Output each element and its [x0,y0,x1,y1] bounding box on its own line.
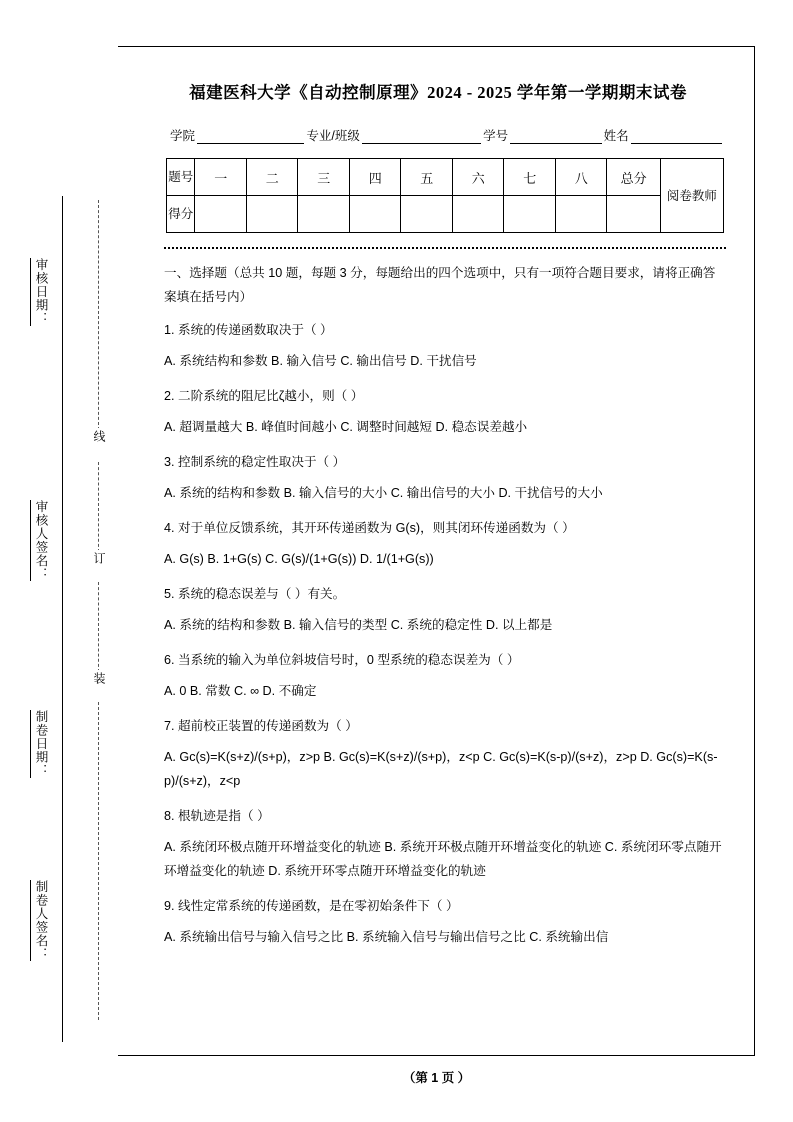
question-stem-9: 9. 线性定常系统的传递函数，是在零初始条件下（ ） [164,899,459,913]
student-name-field[interactable] [631,129,722,144]
question-stem-8: 8. 根轨迹是指（ ） [164,809,270,823]
major-class-label: 专业/班级 [306,129,360,143]
student-info-line [134,126,742,144]
question-stem-2: 2. 二阶系统的阻尼比ζ越小，则（ ） [164,389,364,403]
question-col-8: 八 [555,159,607,196]
question-options-9[interactable]: A. 系统输出信号与输入信号之比 B. 系统输入信号与输出信号之比 C. 系统输出信 [164,930,609,944]
score-table [166,158,724,233]
question-options-5[interactable]: A. 系统的结构和参数 B. 输入信号的类型 C. 系统的稳定性 D. 以上都是 [164,618,553,632]
row-header-question-number: 题号 [167,159,195,196]
score-cell-1[interactable] [195,196,247,233]
seam-label-pack: 装 [92,672,106,684]
question-stem-4: 4. 对于单位反馈系统，其开环传递函数为 G(s)，则其闭环传递函数为（ ） [164,521,575,535]
seam-dash-1 [98,200,99,430]
student-id-label: 学号 [483,129,509,143]
college-label: 学院 [170,129,196,143]
seam-dash-3 [98,582,99,672]
question-col-1: 一 [195,159,247,196]
question-col-2: 二 [246,159,298,196]
question-stem-7: 7. 超前校正装置的传递函数为（ ） [164,719,358,733]
binding-seam [88,200,110,1020]
question-col-7: 七 [504,159,556,196]
score-cell-4[interactable] [349,196,401,233]
score-cell-6[interactable] [452,196,504,233]
section-divider [164,247,726,249]
question-options-7[interactable]: A. Gc(s)=K(s+z)/(s+p)，z>p B. Gc(s)=K(s+z)/(s+p)，z<p C. Gc(s)=K(s-p)/(s+z)，z>p D. Gc(s)=K(s-p)/(s+z)，z<p [164,750,718,788]
section-heading: 一、选择题（总共 10 题，每题 3 分，每题给出的四个选项中，只有一项符合题目要求，请将正确答案填在括号内） [164,266,716,304]
page-title: 福建医科大学《自动控制原理》2024 - 2025 学年第一学期期末试卷 [189,83,687,102]
table-row-question-numbers [167,159,724,196]
marking-teacher-cell[interactable]: 阅卷教师 [660,159,723,233]
seam-label-bind: 订 [92,552,106,564]
question-stem-3: 3. 控制系统的稳定性取决于（ ） [164,455,346,469]
question-options-6[interactable]: A. 0 B. 常数 C. ∞ D. 不确定 [164,684,317,698]
exam-content [134,60,742,960]
question-body [164,261,724,949]
score-cell-5[interactable] [401,196,453,233]
seam-label-line: 线 [92,430,106,442]
score-cell-total[interactable] [607,196,660,233]
seam-dash-2 [98,462,99,552]
total-score-label: 总分 [607,159,660,196]
marking-date-label: 制卷日期： [30,710,50,778]
seam-dash-4 [98,702,99,1020]
question-col-5: 五 [401,159,453,196]
margin-outer-rule [62,196,63,1042]
score-cell-8[interactable] [555,196,607,233]
student-name-label: 姓名 [603,129,629,143]
marking-signature-label: 制卷人签名： [30,880,50,961]
major-class-field[interactable] [362,129,481,144]
page-footer: （第 1 页 ） [402,1071,471,1085]
score-cell-2[interactable] [246,196,298,233]
question-col-3: 三 [298,159,350,196]
question-options-1[interactable]: A. 系统结构和参数 B. 输入信号 C. 输出信号 D. 干扰信号 [164,354,477,368]
score-table-wrap [166,158,724,233]
question-stem-5: 5. 系统的稳态误差与（ ）有关。 [164,587,346,601]
question-options-2[interactable]: A. 超调量越大 B. 峰值时间越小 C. 调整时间越短 D. 稳态误差越小 [164,420,528,434]
score-cell-7[interactable] [504,196,556,233]
table-row-scores [167,196,724,233]
score-cell-3[interactable] [298,196,350,233]
audit-signature-label: 审核人签名： [30,500,50,581]
question-options-3[interactable]: A. 系统的结构和参数 B. 输入信号的大小 C. 输出信号的大小 D. 干扰信号的大小 [164,486,603,500]
left-margin-area [0,0,118,1122]
question-col-4: 四 [349,159,401,196]
question-stem-1: 1. 系统的传递函数取决于（ ） [164,323,333,337]
student-id-field[interactable] [510,129,601,144]
audit-date-label: 审核日期： [30,258,50,326]
question-options-4[interactable]: A. G(s) B. 1+G(s) C. G(s)/(1+G(s)) D. 1/(1+G(s)) [164,552,434,566]
college-field[interactable] [197,129,304,144]
question-stem-6: 6. 当系统的输入为单位斜坡信号时，0 型系统的稳态误差为（ ） [164,653,520,667]
row-header-score: 得分 [167,196,195,233]
question-options-8[interactable]: A. 系统闭环极点随开环增益变化的轨迹 B. 系统开环极点随开环增益变化的轨迹 C. 系统闭环零点随开环增益变化的轨迹 D. 系统开环零点随开环增益变化的轨迹 [164,840,722,878]
question-col-6: 六 [452,159,504,196]
